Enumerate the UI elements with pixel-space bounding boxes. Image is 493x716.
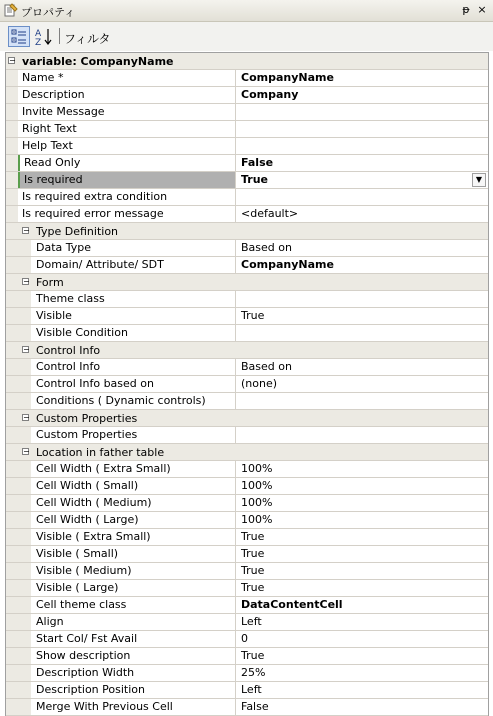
collapse-icon[interactable]: −	[23, 226, 30, 235]
property-row[interactable]	[6, 631, 488, 648]
row-gutter	[6, 240, 31, 256]
property-name: Visible ( Small)	[31, 546, 236, 562]
property-name: Description Width	[31, 665, 236, 681]
row-gutter	[6, 155, 18, 171]
row-gutter	[6, 597, 31, 613]
property-name: Visible ( Extra Small)	[31, 529, 236, 545]
property-row[interactable]	[6, 155, 488, 172]
row-gutter	[6, 291, 31, 307]
property-name: Is required	[18, 172, 236, 188]
categorized-icon	[9, 27, 29, 46]
row-gutter	[6, 427, 31, 443]
property-value[interactable]	[237, 189, 489, 205]
property-name: Data Type	[31, 240, 236, 256]
property-value[interactable]: 0	[241, 632, 248, 645]
property-name: Help Text	[18, 138, 236, 154]
window-titlebar	[0, 0, 493, 22]
row-gutter	[6, 682, 31, 698]
property-row[interactable]	[6, 563, 488, 580]
property-name: Cell Width ( Small)	[31, 478, 236, 494]
property-name: Visible Condition	[31, 325, 236, 341]
property-name: Description Position	[31, 682, 236, 698]
property-row[interactable]	[6, 87, 488, 104]
property-name: Visible	[31, 308, 236, 324]
property-value[interactable]: 100%	[241, 462, 273, 475]
row-gutter	[6, 580, 31, 596]
property-value[interactable]	[237, 427, 489, 443]
property-name: Cell Width ( Extra Small)	[31, 461, 236, 477]
collapse-icon[interactable]: −	[23, 413, 30, 422]
property-value[interactable]	[237, 291, 489, 307]
property-row[interactable]	[6, 699, 488, 716]
category-form[interactable]	[6, 274, 488, 291]
property-grid	[5, 52, 489, 716]
property-value[interactable]: <default>	[241, 207, 299, 220]
row-gutter	[6, 614, 31, 630]
property-name: Align	[31, 614, 236, 630]
row-gutter	[6, 70, 18, 86]
toolbar-separator	[59, 28, 60, 44]
property-row-selected[interactable]	[6, 172, 488, 189]
toolbar	[0, 22, 493, 51]
category-root[interactable]	[6, 53, 488, 70]
property-value[interactable]	[237, 121, 489, 137]
category-custom-properties[interactable]	[6, 410, 488, 427]
property-row[interactable]	[6, 291, 488, 308]
property-row[interactable]	[6, 478, 488, 495]
property-row[interactable]	[6, 495, 488, 512]
property-row[interactable]	[6, 206, 488, 223]
property-name: Control Info	[31, 359, 236, 375]
property-value[interactable]	[237, 393, 489, 409]
svg-text:Z: Z	[35, 38, 42, 47]
property-row[interactable]	[6, 665, 488, 682]
row-gutter	[6, 648, 31, 664]
row-gutter	[6, 206, 18, 222]
property-name: Is required extra condition	[18, 189, 236, 205]
property-value[interactable]: True	[241, 530, 265, 543]
property-value[interactable]	[237, 138, 489, 154]
dropdown-icon[interactable]: ▼	[472, 173, 486, 187]
property-row[interactable]	[6, 648, 488, 665]
property-name: Cell Width ( Large)	[31, 512, 236, 528]
row-gutter	[6, 325, 31, 341]
property-row[interactable]	[6, 597, 488, 614]
property-row[interactable]	[6, 461, 488, 478]
property-name: Conditions ( Dynamic controls)	[31, 393, 236, 409]
row-gutter	[6, 699, 31, 715]
collapse-icon[interactable]: −	[23, 447, 30, 456]
row-gutter	[6, 665, 31, 681]
property-row[interactable]	[6, 580, 488, 597]
row-gutter	[6, 359, 31, 375]
property-row[interactable]	[6, 257, 488, 274]
property-value[interactable]: Based on	[241, 360, 292, 373]
property-name: Right Text	[18, 121, 236, 137]
property-value[interactable]: True	[241, 309, 265, 322]
categorized-view-button[interactable]	[8, 26, 30, 47]
property-value[interactable]	[237, 104, 489, 120]
row-gutter	[6, 121, 18, 137]
category-label: variable: CompanyName	[22, 55, 174, 68]
row-gutter	[6, 631, 31, 647]
property-row[interactable]	[6, 138, 488, 155]
row-gutter	[6, 563, 31, 579]
property-row[interactable]	[6, 529, 488, 546]
row-gutter	[6, 308, 31, 324]
category-label: Type Definition	[36, 225, 119, 238]
property-row[interactable]	[6, 359, 488, 376]
property-value[interactable]: DataContentCell	[241, 598, 343, 611]
row-gutter	[6, 138, 18, 154]
property-name: Cell theme class	[31, 597, 236, 613]
row-gutter	[6, 393, 31, 409]
property-row[interactable]	[6, 240, 488, 257]
row-gutter	[6, 87, 18, 103]
row-gutter	[6, 529, 31, 545]
property-value[interactable]: True	[241, 547, 265, 560]
property-value[interactable]: 25%	[241, 666, 266, 679]
property-name: Description	[18, 87, 236, 103]
property-name: Visible ( Medium)	[31, 563, 236, 579]
property-value[interactable]: Based on	[241, 241, 292, 254]
property-row[interactable]	[6, 376, 488, 393]
property-value[interactable]: CompanyName	[241, 71, 334, 84]
property-row[interactable]	[6, 308, 488, 325]
row-gutter	[6, 172, 18, 188]
property-value[interactable]: CompanyName	[241, 258, 334, 271]
property-value[interactable]: 100%	[241, 479, 273, 492]
property-value[interactable]: Company	[241, 88, 299, 101]
property-value[interactable]: False	[241, 156, 274, 169]
category-label: Control Info	[36, 344, 101, 357]
property-row[interactable]	[6, 614, 488, 631]
property-row[interactable]	[6, 70, 488, 87]
row-gutter	[6, 189, 18, 205]
category-label: Custom Properties	[36, 412, 138, 425]
row-gutter	[6, 104, 18, 120]
property-name: Show description	[31, 648, 236, 664]
property-row[interactable]	[6, 325, 488, 342]
property-name: Read Only	[18, 155, 236, 171]
property-row[interactable]	[6, 121, 488, 138]
property-name: Start Col/ Fst Avail	[31, 631, 236, 647]
properties-icon	[4, 3, 18, 17]
close-icon[interactable]: ×	[477, 3, 487, 16]
category-label: Location in father table	[36, 446, 165, 459]
category-control-info[interactable]	[6, 342, 488, 359]
property-name: Is required error message	[18, 206, 236, 222]
property-name: Control Info based on	[31, 376, 236, 392]
property-row[interactable]	[6, 682, 488, 699]
property-row[interactable]	[6, 546, 488, 563]
property-value[interactable]: 100%	[241, 496, 273, 509]
category-label: Form	[36, 276, 64, 289]
property-name: Merge With Previous Cell	[31, 699, 236, 715]
row-gutter	[6, 461, 31, 477]
property-value[interactable]: True	[241, 581, 265, 594]
property-value[interactable]: (none)	[241, 377, 278, 390]
property-value[interactable]: 100%	[241, 513, 273, 526]
category-type-definition[interactable]	[6, 223, 488, 240]
property-row[interactable]	[6, 427, 488, 444]
svg-text:A: A	[35, 29, 42, 39]
row-gutter	[6, 376, 31, 392]
pin-icon[interactable]: ᵽ	[462, 3, 470, 16]
property-value[interactable]	[237, 325, 489, 341]
panel-title: プロパティ	[21, 6, 76, 19]
property-name: Custom Properties	[31, 427, 236, 443]
property-value[interactable]: False	[241, 700, 269, 713]
property-row[interactable]	[6, 189, 488, 206]
property-name: Cell Width ( Medium)	[31, 495, 236, 511]
property-value[interactable]: Left	[241, 683, 262, 696]
property-value[interactable]: True	[241, 564, 265, 577]
sort-az-icon	[33, 26, 55, 47]
row-gutter	[6, 546, 31, 562]
property-row[interactable]	[6, 104, 488, 121]
property-row[interactable]	[6, 393, 488, 410]
collapse-icon[interactable]: −	[9, 56, 16, 65]
row-gutter	[6, 257, 31, 273]
property-value[interactable]: True	[241, 649, 265, 662]
property-name: Theme class	[31, 291, 236, 307]
property-value[interactable]: Left	[241, 615, 262, 628]
row-gutter	[6, 495, 31, 511]
property-name: Invite Message	[18, 104, 236, 120]
alphabetical-view-button[interactable]	[33, 26, 55, 47]
property-row[interactable]	[6, 512, 488, 529]
row-gutter	[6, 478, 31, 494]
property-name: Visible ( Large)	[31, 580, 236, 596]
filter-button[interactable]: フィルタ	[64, 32, 111, 46]
row-gutter	[6, 512, 31, 528]
property-value[interactable]: True	[241, 173, 269, 186]
property-name: Name *	[18, 70, 236, 86]
collapse-icon[interactable]: −	[23, 277, 30, 286]
property-name: Domain/ Attribute/ SDT	[31, 257, 236, 273]
collapse-icon[interactable]: −	[23, 345, 30, 354]
category-location[interactable]	[6, 444, 488, 461]
